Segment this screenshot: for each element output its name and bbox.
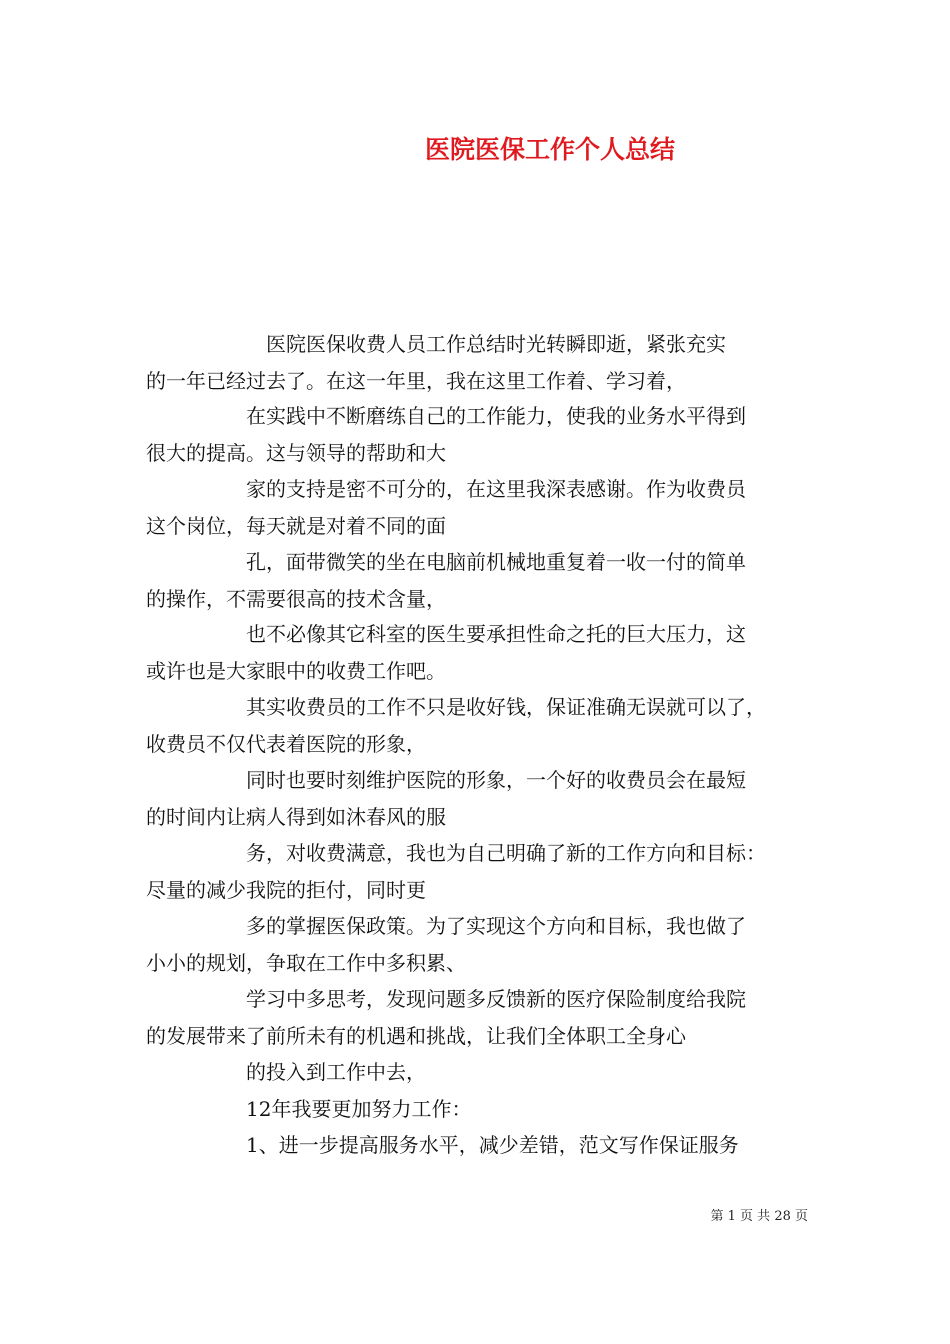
body-line: 其实收费员的工作不只是收好钱，保证准确无误就可以了， [246,695,766,719]
body-line: 或许也是大家眼中的收费工作吧。 [146,659,446,683]
body-line: 的投入到工作中去， [246,1060,426,1084]
document-title: 医院医保工作个人总结 [424,135,675,164]
body-line: 的操作，不需要很高的技术含量， [146,587,446,611]
body-line: 尽量的减少我院的拒付，同时更 [146,878,426,902]
body-line: 的一年已经过去了。在这一年里，我在这里工作着、学习着， [146,369,686,393]
body-line: 小小的规划，争取在工作中多积累、 [146,951,466,975]
body-line: 也不必像其它科室的医生要承担性命之托的巨大压力，这 [246,622,746,646]
body-line: 在实践中不断磨练自己的工作能力，使我的业务水平得到 [246,404,746,428]
body-line: 多的掌握医保政策。为了实现这个方向和目标，我也做了 [246,914,746,938]
body-line: 务，对收费满意，我也为自己明确了新的工作方向和目标： [246,841,766,865]
page-number: 第 1 页 共 28 页 [710,1209,808,1224]
body-line: 家的支持是密不可分的，在这里我深表感谢。作为收费员 [246,477,746,501]
body-line: 收费员不仅代表着医院的形象， [146,732,426,756]
body-line: 学习中多思考，发现问题多反馈新的医疗保险制度给我院 [246,987,746,1011]
body-line: 孔，面带微笑的坐在电脑前机械地重复着一收一付的简单 [246,550,746,574]
body-line: 的发展带来了前所未有的机遇和挑战，让我们全体职工全身心 [146,1024,686,1048]
body-line: 医院医保收费人员工作总结时光转瞬即逝，紧张充实 [266,332,726,356]
body-line: 同时也要时刻维护医院的形象，一个好的收费员会在最短 [246,768,746,792]
body-line: 1、进一步提高服务水平，减少差错，范文写作保证服务 [246,1133,739,1157]
body-line: 12年我要更加努力工作： [246,1097,472,1121]
body-line: 很大的提高。这与领导的帮助和大 [146,441,446,465]
body-line: 这个岗位，每天就是对着不同的面 [146,514,446,538]
body-line: 的时间内让病人得到如沐春风的服 [146,805,446,829]
